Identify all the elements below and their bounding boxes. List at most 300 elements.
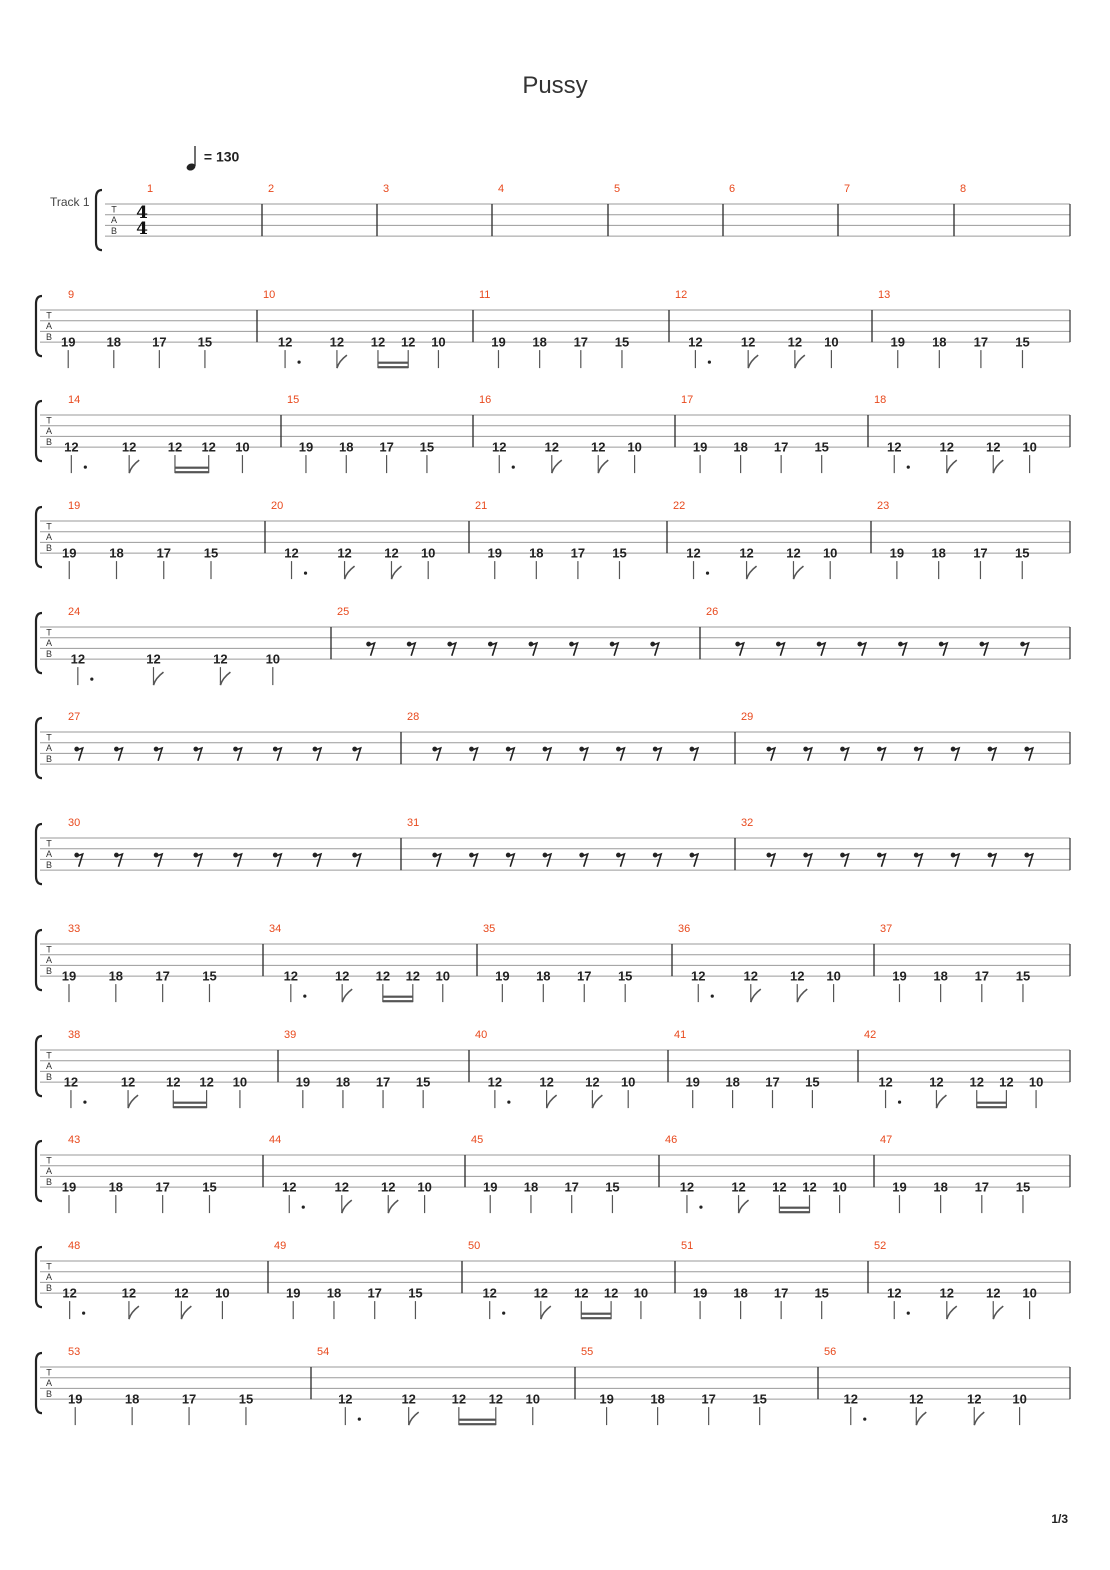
fret-number: 10 (525, 1391, 540, 1407)
fret-number: 12 (591, 439, 606, 455)
tab-note (68, 1392, 82, 1426)
fret-number: 15 (614, 334, 630, 350)
tab-note (545, 440, 562, 474)
fret-number: 12 (999, 1074, 1014, 1090)
tab-note (408, 1286, 422, 1320)
fret-number: 10 (435, 968, 450, 984)
measure-42 (858, 1029, 1070, 1108)
tab-note (823, 546, 837, 580)
beam (175, 467, 209, 469)
dot-mark (863, 1418, 866, 1421)
fret-number: 15 (617, 968, 633, 984)
fret-number: 12 (405, 968, 421, 984)
tab-clef-letter: B (45, 436, 53, 447)
fret-number: 12 (370, 334, 386, 350)
fret-number: 17 (379, 439, 394, 455)
fret-number: 15 (202, 968, 217, 984)
measure-39 (278, 1029, 469, 1108)
tab-system (36, 394, 1070, 473)
measure-number: 28 (407, 711, 420, 723)
fret-number: 19 (285, 1285, 301, 1301)
measure-number: 20 (271, 500, 284, 512)
fret-number: 12 (743, 968, 759, 984)
dot-mark (699, 1206, 702, 1209)
measure-33 (62, 923, 263, 1002)
eighth-flag (751, 989, 761, 1002)
fret-number: 12 (199, 1074, 214, 1090)
eighth-flag (153, 672, 163, 685)
tab-clef-letter: T (46, 944, 52, 955)
measure-number: 47 (880, 1134, 893, 1146)
tab-note (774, 440, 788, 474)
measure-number: 37 (880, 923, 893, 935)
measure-number: 52 (874, 1240, 887, 1252)
dot-mark (358, 1418, 361, 1421)
fret-number: 19 (61, 1179, 77, 1195)
measure-6 (723, 183, 838, 236)
measure-23 (871, 500, 1070, 579)
measure-27 (68, 711, 401, 764)
fret-number: 18 (725, 1074, 740, 1090)
measure-number: 41 (674, 1029, 687, 1041)
measure-35 (477, 923, 672, 1002)
fret-number: 12 (146, 651, 161, 667)
system-bracket (96, 190, 102, 250)
tab-note (744, 969, 761, 1003)
measure-number: 53 (68, 1346, 81, 1358)
tab-note (122, 440, 139, 474)
fret-number: 17 (773, 439, 789, 455)
eighth-flag (947, 1306, 957, 1319)
fret-number: 12 (167, 439, 183, 455)
tab-note (482, 1286, 505, 1320)
measure-number: 12 (675, 289, 688, 301)
measure-number: 30 (68, 817, 81, 829)
tab-note (202, 1180, 216, 1214)
fret-number: 18 (931, 545, 946, 561)
eighth-flag (748, 355, 758, 368)
fret-number: 17 (156, 545, 171, 561)
fret-number: 18 (532, 334, 547, 350)
measure-14 (64, 394, 281, 473)
fret-number: 15 (202, 1179, 217, 1195)
tab-note (1022, 1286, 1036, 1320)
fret-number: 19 (892, 968, 907, 984)
dot-mark (507, 1101, 510, 1104)
fret-number: 12 (967, 1391, 982, 1407)
eighth-flag (345, 566, 355, 579)
tab-note (157, 546, 171, 580)
fret-number: 15 (612, 545, 627, 561)
eighth-flag (342, 989, 352, 1002)
measure-number: 2 (268, 183, 275, 195)
fret-number: 12 (787, 334, 803, 350)
fret-number: 17 (367, 1285, 382, 1301)
measure-number: 39 (284, 1029, 297, 1041)
time-signature-bottom: 4 (136, 219, 148, 239)
tab-note (585, 1075, 602, 1109)
fret-number: 15 (1015, 968, 1031, 984)
tab-note (686, 546, 709, 580)
fret-number: 17 (152, 334, 167, 350)
measure-number: 29 (741, 711, 754, 723)
fret-number: 17 (577, 968, 592, 984)
measure-40 (469, 1029, 668, 1108)
fret-number: 19 (482, 1179, 498, 1195)
tab-clef-letter: B (45, 1282, 53, 1293)
fret-number: 12 (334, 968, 350, 984)
tab-note (327, 1286, 341, 1320)
tab-note (1012, 1392, 1026, 1426)
tab-note (731, 1180, 748, 1214)
fret-number: 19 (890, 334, 905, 350)
measure-36 (672, 923, 874, 1002)
tab-note (940, 1286, 957, 1320)
fret-number: 18 (339, 439, 354, 455)
measure-25 (331, 606, 700, 659)
tab-note (931, 546, 945, 580)
tab-note (198, 335, 212, 369)
fret-number: 12 (739, 545, 754, 561)
dot-mark (708, 361, 711, 364)
tab-note (824, 335, 838, 369)
tab-clef-letter: T (46, 1367, 52, 1378)
measure-number: 16 (479, 394, 492, 406)
tab-note (940, 440, 957, 474)
fret-number: 19 (298, 439, 314, 455)
eighth-flag (974, 1412, 984, 1425)
beam (378, 362, 408, 364)
measure-22 (667, 500, 871, 579)
eighth-flag (391, 566, 401, 579)
beam (175, 471, 209, 473)
fret-number: 15 (203, 545, 219, 561)
fret-number: 12 (887, 439, 902, 455)
tab-note (495, 969, 509, 1003)
fret-number: 18 (933, 1179, 948, 1195)
fret-number: 18 (650, 1391, 665, 1407)
tab-note (282, 1180, 305, 1214)
fret-number: 19 (892, 1179, 907, 1195)
system-bracket (36, 718, 42, 778)
tab-note (574, 335, 588, 369)
fret-number: 10 (431, 334, 446, 350)
measure-43 (62, 1134, 263, 1213)
fret-number: 12 (384, 545, 399, 561)
measure-number: 6 (729, 183, 736, 195)
tab-note (890, 546, 904, 580)
tab-note (299, 440, 313, 474)
measure-56 (818, 1346, 1070, 1425)
tab-note (832, 1180, 846, 1214)
fret-number: 17 (765, 1074, 780, 1090)
tab-clef-letter: T (46, 310, 52, 321)
measure-46 (659, 1134, 874, 1213)
tab-system (36, 817, 1070, 884)
tab-note (416, 1075, 430, 1109)
dot-mark (907, 1312, 910, 1315)
beam (173, 1106, 206, 1108)
tab-note (691, 969, 714, 1003)
tab-note (752, 1392, 766, 1426)
tab-note (107, 335, 121, 369)
tempo-value: = 130 (203, 148, 240, 165)
tab-note (974, 335, 988, 369)
fret-number: 15 (415, 1074, 431, 1090)
fret-number: 12 (334, 1179, 350, 1195)
tab-note (64, 440, 87, 474)
tab-note (174, 1286, 191, 1320)
measure-number: 27 (68, 711, 81, 723)
measure-number: 11 (479, 289, 491, 301)
tab-clef-letter: B (45, 859, 53, 870)
fret-number: 12 (400, 334, 416, 350)
fret-number: 12 (381, 1179, 396, 1195)
system-bracket (36, 1036, 42, 1096)
fret-number: 18 (933, 968, 948, 984)
fret-number: 12 (120, 1074, 136, 1090)
fret-number: 19 (692, 1285, 708, 1301)
tab-clef-letter: A (45, 1061, 53, 1072)
beam (459, 1423, 496, 1425)
fret-number: 12 (166, 1074, 181, 1090)
measure-number: 26 (706, 606, 719, 618)
fret-number: 15 (752, 1391, 767, 1407)
fret-number: 19 (599, 1391, 614, 1407)
tab-clef-letter: A (110, 215, 118, 226)
tab-note (109, 546, 123, 580)
measure-number: 14 (68, 394, 81, 406)
beam (459, 1419, 496, 1421)
fret-number: 15 (1015, 1179, 1031, 1195)
measure-number: 50 (468, 1240, 481, 1252)
tab-note (62, 969, 76, 1003)
tab-note (887, 1286, 910, 1320)
tab-note (725, 1075, 739, 1109)
measure-number: 4 (498, 183, 505, 195)
tab-note (814, 440, 828, 474)
dot-mark (711, 995, 714, 998)
fret-number: 15 (408, 1285, 423, 1301)
eighth-flag (129, 460, 139, 473)
fret-number: 10 (232, 1074, 248, 1090)
tab-clef-letter: A (45, 321, 53, 332)
fret-number: 10 (633, 1285, 649, 1301)
fret-number: 19 (67, 1391, 83, 1407)
fret-number: 10 (420, 545, 436, 561)
tab-clef-letter: B (45, 1071, 53, 1082)
eighth-flag (547, 1095, 557, 1108)
tab-note (155, 969, 169, 1003)
tab-note (338, 1392, 361, 1426)
fret-number: 15 (419, 439, 435, 455)
eighth-flag (739, 1200, 749, 1213)
fret-number: 18 (335, 1074, 351, 1090)
fret-number: 17 (773, 1285, 789, 1301)
tab-clef-letter: B (45, 331, 53, 342)
tab-system (36, 1134, 1070, 1213)
tab-note (1016, 969, 1030, 1003)
measure-number: 17 (681, 394, 694, 406)
dot-mark (502, 1312, 505, 1315)
tab-note (492, 440, 515, 474)
tab-note (491, 335, 505, 369)
fret-number: 12 (62, 1285, 77, 1301)
tab-note (591, 440, 608, 474)
measure-2 (262, 183, 377, 236)
fret-number: 10 (235, 439, 250, 455)
tab-note (235, 440, 249, 474)
tab-note (266, 652, 280, 686)
tab-note (933, 969, 947, 1003)
track-label: Track 1 (50, 195, 90, 209)
tab-note (685, 1075, 699, 1109)
fret-number: 10 (627, 439, 642, 455)
measure-7 (838, 183, 954, 236)
tab-note (339, 440, 353, 474)
measure-5 (608, 183, 723, 236)
dot-mark (304, 572, 307, 575)
tab-note (239, 1392, 253, 1426)
beam (581, 1313, 611, 1315)
tab-note (109, 969, 123, 1003)
tab-note (892, 1180, 906, 1214)
system-bracket (36, 930, 42, 990)
tab-note (62, 1180, 76, 1214)
dot-mark (907, 466, 910, 469)
tab-system (36, 500, 1070, 579)
eighth-flag (936, 1095, 946, 1108)
tab-system (36, 1029, 1070, 1108)
measure-45 (465, 1134, 659, 1213)
system-bracket (36, 401, 42, 461)
tab-clef-letter: T (46, 415, 52, 426)
fret-number: 10 (832, 1179, 847, 1195)
eighth-flag (795, 355, 805, 368)
tab-clef-letter: T (46, 521, 52, 532)
measure-number: 31 (407, 817, 420, 829)
tab-clef-letter: T (46, 732, 52, 743)
fret-number: 12 (70, 651, 86, 667)
measure-number: 5 (614, 183, 621, 195)
tab-note (967, 1392, 984, 1426)
tab-note (417, 1180, 431, 1214)
tab-note (379, 440, 393, 474)
tab-note (973, 546, 987, 580)
fret-number: 12 (772, 1179, 787, 1195)
fret-number: 12 (790, 968, 805, 984)
beam (977, 1106, 1007, 1108)
fret-number: 17 (181, 1391, 197, 1407)
tab-note (615, 335, 629, 369)
tab-note (693, 440, 707, 474)
fret-number: 12 (986, 439, 1001, 455)
tab-note (213, 652, 230, 686)
tab-note (524, 1180, 538, 1214)
tab-note (421, 546, 435, 580)
measure-32 (735, 817, 1070, 870)
tab-note (986, 1286, 1003, 1320)
tab-note (891, 335, 905, 369)
tab-clef-letter: B (45, 542, 53, 553)
tab-note (381, 1180, 398, 1214)
eighth-flag (993, 1306, 1003, 1319)
eighth-flag (993, 460, 1003, 473)
tab-system (96, 183, 1070, 250)
measure-48 (62, 1240, 268, 1319)
tab-note (384, 546, 401, 580)
fret-number: 12 (843, 1391, 858, 1407)
fret-number: 17 (701, 1391, 716, 1407)
tab-note (64, 1075, 87, 1109)
fret-number: 19 (685, 1074, 700, 1090)
fret-number: 10 (620, 1074, 636, 1090)
tab-note (887, 440, 910, 474)
fret-number: 15 (1015, 545, 1030, 561)
measure-16 (473, 394, 675, 473)
tab-clef-letter: T (46, 627, 52, 638)
measure-number: 9 (68, 289, 75, 301)
tab-note (826, 969, 840, 1003)
measure-number: 45 (471, 1134, 484, 1146)
dot-mark (90, 678, 93, 681)
measure-number: 19 (68, 500, 81, 512)
system-bracket (36, 1247, 42, 1307)
measure-19 (62, 500, 265, 579)
fret-number: 12 (283, 968, 299, 984)
beam (977, 1102, 1007, 1104)
tab-note (376, 1075, 390, 1109)
tab-note (627, 440, 641, 474)
system-bracket (36, 613, 42, 673)
measure-number: 21 (475, 500, 488, 512)
measure-number: 40 (475, 1029, 488, 1041)
fret-number: 15 (605, 1179, 620, 1195)
tab-note (733, 1286, 747, 1320)
tab-clef-letter: A (45, 426, 53, 437)
fret-number: 17 (573, 334, 589, 350)
measure-number: 49 (274, 1240, 287, 1252)
tab-note (420, 440, 434, 474)
fret-number: 12 (802, 1179, 817, 1195)
fret-number: 19 (60, 334, 76, 350)
fret-number: 18 (733, 439, 748, 455)
fret-number: 17 (155, 968, 170, 984)
tab-note (202, 969, 216, 1003)
tab-note (1022, 440, 1036, 474)
eighth-flag (388, 1200, 398, 1213)
tab-note (688, 335, 711, 369)
tab-clef-letter: A (45, 955, 53, 966)
fret-number: 12 (492, 439, 507, 455)
tab-clef-letter: B (45, 648, 53, 659)
eighth-flag (947, 460, 957, 473)
tab-note (618, 969, 632, 1003)
system-bracket (36, 1141, 42, 1201)
tab-note (121, 1075, 138, 1109)
fret-number: 12 (213, 651, 228, 667)
tab-note (878, 1075, 901, 1109)
tab-note (975, 969, 989, 1003)
measure-number: 25 (337, 606, 350, 618)
fret-number: 12 (786, 545, 801, 561)
fret-number: 12 (887, 1285, 902, 1301)
tab-note (1016, 1180, 1030, 1214)
tab-clef-letter: A (45, 1378, 53, 1389)
tab-note (71, 652, 94, 686)
beam (779, 1207, 809, 1209)
tab-clef-letter: T (46, 838, 52, 849)
